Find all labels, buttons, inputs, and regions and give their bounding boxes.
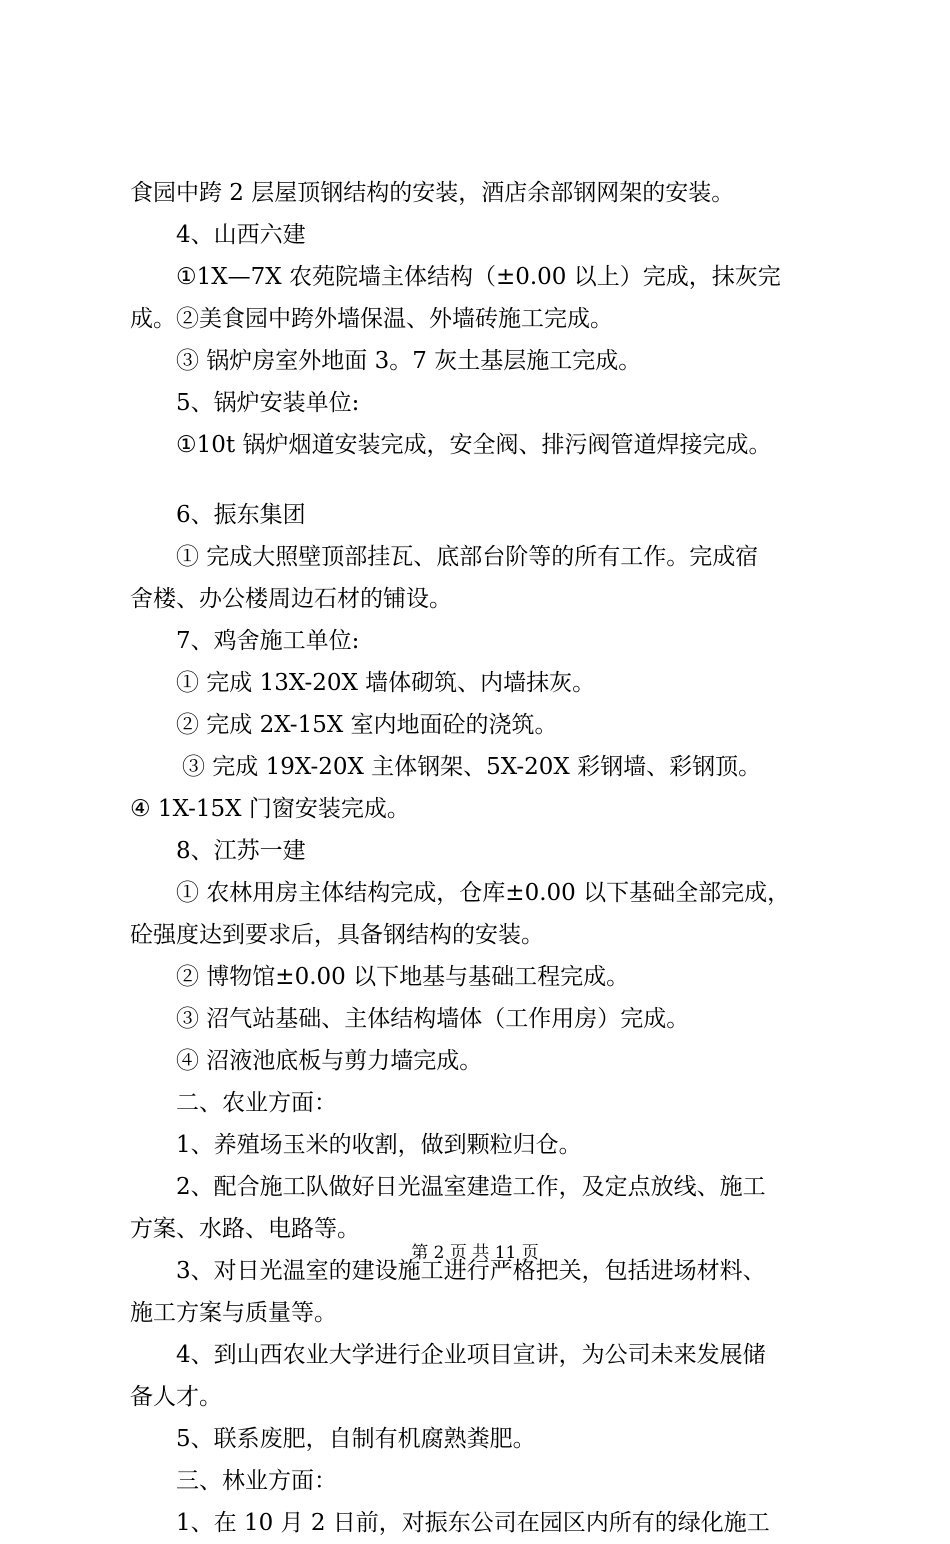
text-line: ① 完成 13X-20X 墙体砌筑、内墙抹灰。	[176, 670, 596, 696]
paragraph-gap	[130, 466, 845, 494]
text-line: 方案、水路、电路等。	[130, 1216, 360, 1242]
text-line: 成。②美食园中跨外墙保温、外墙砖施工完成。	[130, 306, 613, 332]
text-line: ④ 1X-15X 门窗安装完成。	[130, 796, 410, 822]
text-line: 1、养殖场玉米的收割，做到颗粒归仓。	[176, 1132, 582, 1158]
section-heading: 三、林业方面：	[176, 1468, 337, 1494]
text-line: 食园中跨 2 层屋顶钢结构的安装，酒店余部钢网架的安装。	[130, 180, 735, 206]
text-line: ③ 沼气站基础、主体结构墙体（工作用房）完成。	[176, 1006, 690, 1032]
section-heading: 4、山西六建	[176, 222, 306, 248]
text-line: 舍楼、办公楼周边石材的铺设。	[130, 586, 452, 612]
text-line: 2、配合施工队做好日光温室建造工作，及定点放线、施工	[176, 1174, 766, 1200]
section-heading: 二、农业方面：	[176, 1090, 337, 1116]
text-line: ② 完成 2X-15X 室内地面砼的浇筑。	[176, 712, 558, 738]
section-heading: 7、鸡舍施工单位:	[176, 628, 360, 654]
text-line: 1、在 10 月 2 日前，对振东公司在园区内所有的绿化施工	[176, 1510, 770, 1536]
text-line: ①1X—7X 农苑院墙主体结构（±0.00 以上）完成，抹灰完	[176, 264, 781, 290]
text-line: ③ 完成 19X-20X 主体钢架、5X-20X 彩钢墙、彩钢顶。	[182, 754, 762, 780]
page-footer: 第 2 页 共 11 页	[411, 1243, 539, 1263]
section-heading: 8、江苏一建	[176, 838, 306, 864]
text-line: 施工方案与质量等。	[130, 1300, 337, 1326]
text-line: 备人才。	[130, 1384, 222, 1410]
document-body	[130, 172, 845, 1544]
text-line: ① 完成大照壁顶部挂瓦、底部台阶等的所有工作。完成宿	[176, 544, 759, 570]
text-line: 5、联系废肥，自制有机腐熟粪肥。	[176, 1426, 536, 1452]
text-line: 3、对日光温室的建设施工进行严格把关，包括进场材料、	[176, 1258, 766, 1284]
section-heading: 6、振东集团	[176, 502, 306, 528]
text-line: 4、到山西农业大学进行企业项目宣讲，为公司未来发展储	[176, 1342, 766, 1368]
text-line: ①10t 锅炉烟道安装完成，安全阀、排污阀管道焊接完成。	[176, 432, 772, 458]
text-line: 砼强度达到要求后，具备钢结构的安装。	[130, 922, 544, 948]
text-line: ② 博物馆±0.00 以下地基与基础工程完成。	[176, 964, 630, 990]
text-line: ④ 沼液池底板与剪力墙完成。	[176, 1048, 483, 1074]
text-line: ③ 锅炉房室外地面 3。7 灰土基层施工完成。	[176, 348, 642, 374]
text-line: ① 农林用房主体结构完成，仓库±0.00 以下基础全部完成，	[176, 880, 791, 906]
section-heading: 5、锅炉安装单位:	[176, 390, 360, 416]
